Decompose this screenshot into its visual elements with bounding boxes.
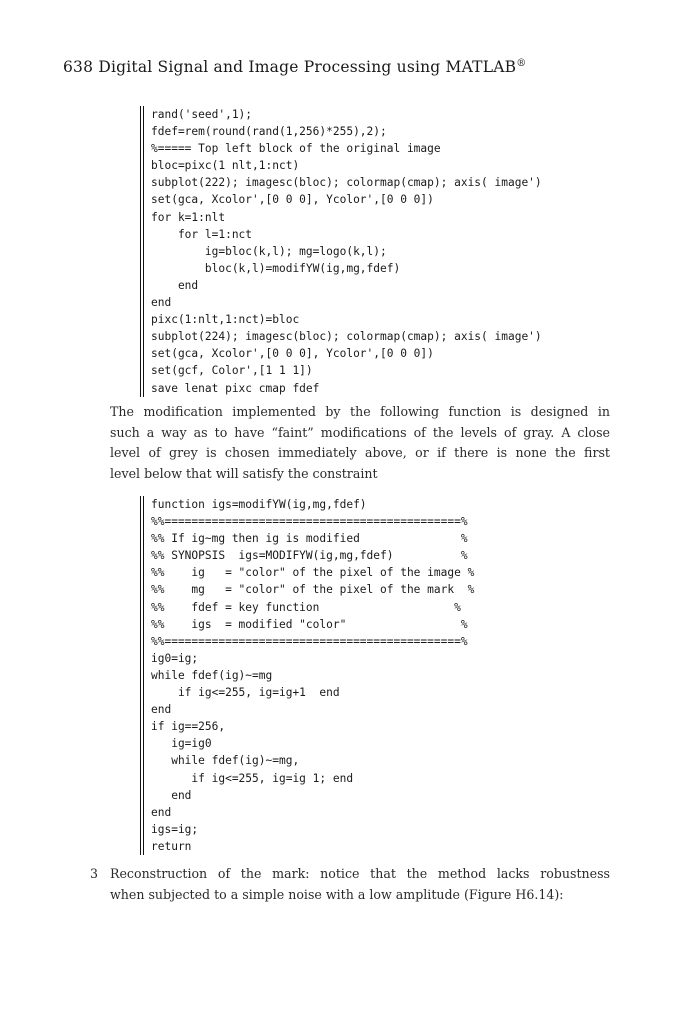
code-line: set(gca, Xcolor',[0 0 0], Ycolor',[0 0 0]) <box>151 347 434 361</box>
code-line: end <box>151 805 172 819</box>
code-block-main-script <box>140 106 542 397</box>
code-block-modifyw-function <box>140 496 474 855</box>
text-line: Reconstruction of the mark: notice that the method lacks robustness <box>110 866 610 881</box>
code-line: end <box>151 703 172 717</box>
text-line: level below that will satisfy the constraint <box>110 466 378 482</box>
code-line: ig=ig0 <box>151 737 212 751</box>
code-line: end <box>151 296 172 310</box>
code-line: %%============================================% <box>151 515 468 529</box>
code-line: %% If ig~mg then ig is modified % <box>151 532 468 546</box>
paragraph-reconstruction <box>110 864 610 905</box>
code-line: %===== Top left block of the original image <box>151 142 441 156</box>
code-line: save lenat pixc cmap fdef <box>151 381 320 395</box>
code-line: for k=1:nlt <box>151 210 226 224</box>
code-line: bloc=pixc(1 nlt,1:nct) <box>151 159 300 173</box>
code-line: rand('seed',1); <box>151 108 253 121</box>
code-line: %% igs = modified "color" % <box>151 617 468 631</box>
running-header <box>63 58 526 76</box>
registered-mark: ® <box>516 58 527 69</box>
code-line: set(gcf, Color',[1 1 1]) <box>151 364 313 378</box>
code-line: function igs=modifYW(ig,mg,fdef) <box>151 498 367 511</box>
code-line: subplot(222); imagesc(bloc); colormap(cmap); axis( image') <box>151 176 542 190</box>
code-line: %% SYNOPSIS igs=MODIFYW(ig,mg,fdef) % <box>151 549 468 563</box>
code-line: ig0=ig; <box>151 651 199 665</box>
code-line: return <box>151 839 192 853</box>
code-line: while fdef(ig)~=mg <box>151 668 273 682</box>
code-line: subplot(224); imagesc(bloc); colormap(cmap); axis( image') <box>151 330 542 344</box>
text-line: when subjected to a simple noise with a low amplitude (Figure H6.14): <box>110 886 564 902</box>
code-line: pixc(1:nlt,1:nct)=bloc <box>151 313 300 327</box>
list-item-number: 3 <box>90 866 99 881</box>
code-line: %% mg = "color" of the pixel of the mark % <box>151 583 475 597</box>
code-line: ig=bloc(k,l); mg=logo(k,l); <box>151 244 387 258</box>
code-line: %% fdef = key function % <box>151 600 461 614</box>
code-line: end <box>151 278 199 292</box>
code-line: bloc(k,l)=modifYW(ig,mg,fdef) <box>151 261 401 275</box>
page-number: 638 <box>63 58 94 77</box>
text-line: level of grey is chosen immediately above, or if there is none the first <box>110 445 610 461</box>
code-line: for l=1:nct <box>151 227 253 241</box>
code-line: %% ig = "color" of the pixel of the image % <box>151 566 475 580</box>
code-line: while fdef(ig)~=mg, <box>151 754 300 768</box>
code-line: igs=ig; <box>151 822 199 836</box>
text-line: The modification implemented by the following function is designed in <box>110 404 610 419</box>
paragraph-modification-description <box>110 402 610 485</box>
code-line: if ig<=255, ig=ig+1 end <box>151 686 340 700</box>
book-title: Digital Signal and Image Processing using MATLAB <box>98 58 517 77</box>
text-line: such a way as to have “faint” modifications of the levels of gray. A close <box>110 424 610 440</box>
code-line: if ig==256, <box>151 720 226 734</box>
code-line: %%============================================% <box>151 634 468 648</box>
code-line: set(gca, Xcolor',[0 0 0], Ycolor',[0 0 0]) <box>151 193 434 207</box>
code-line: fdef=rem(round(rand(1,256)*255),2); <box>151 125 387 139</box>
code-line: if ig<=255, ig=ig 1; end <box>151 771 354 785</box>
code-line: end <box>151 788 192 802</box>
